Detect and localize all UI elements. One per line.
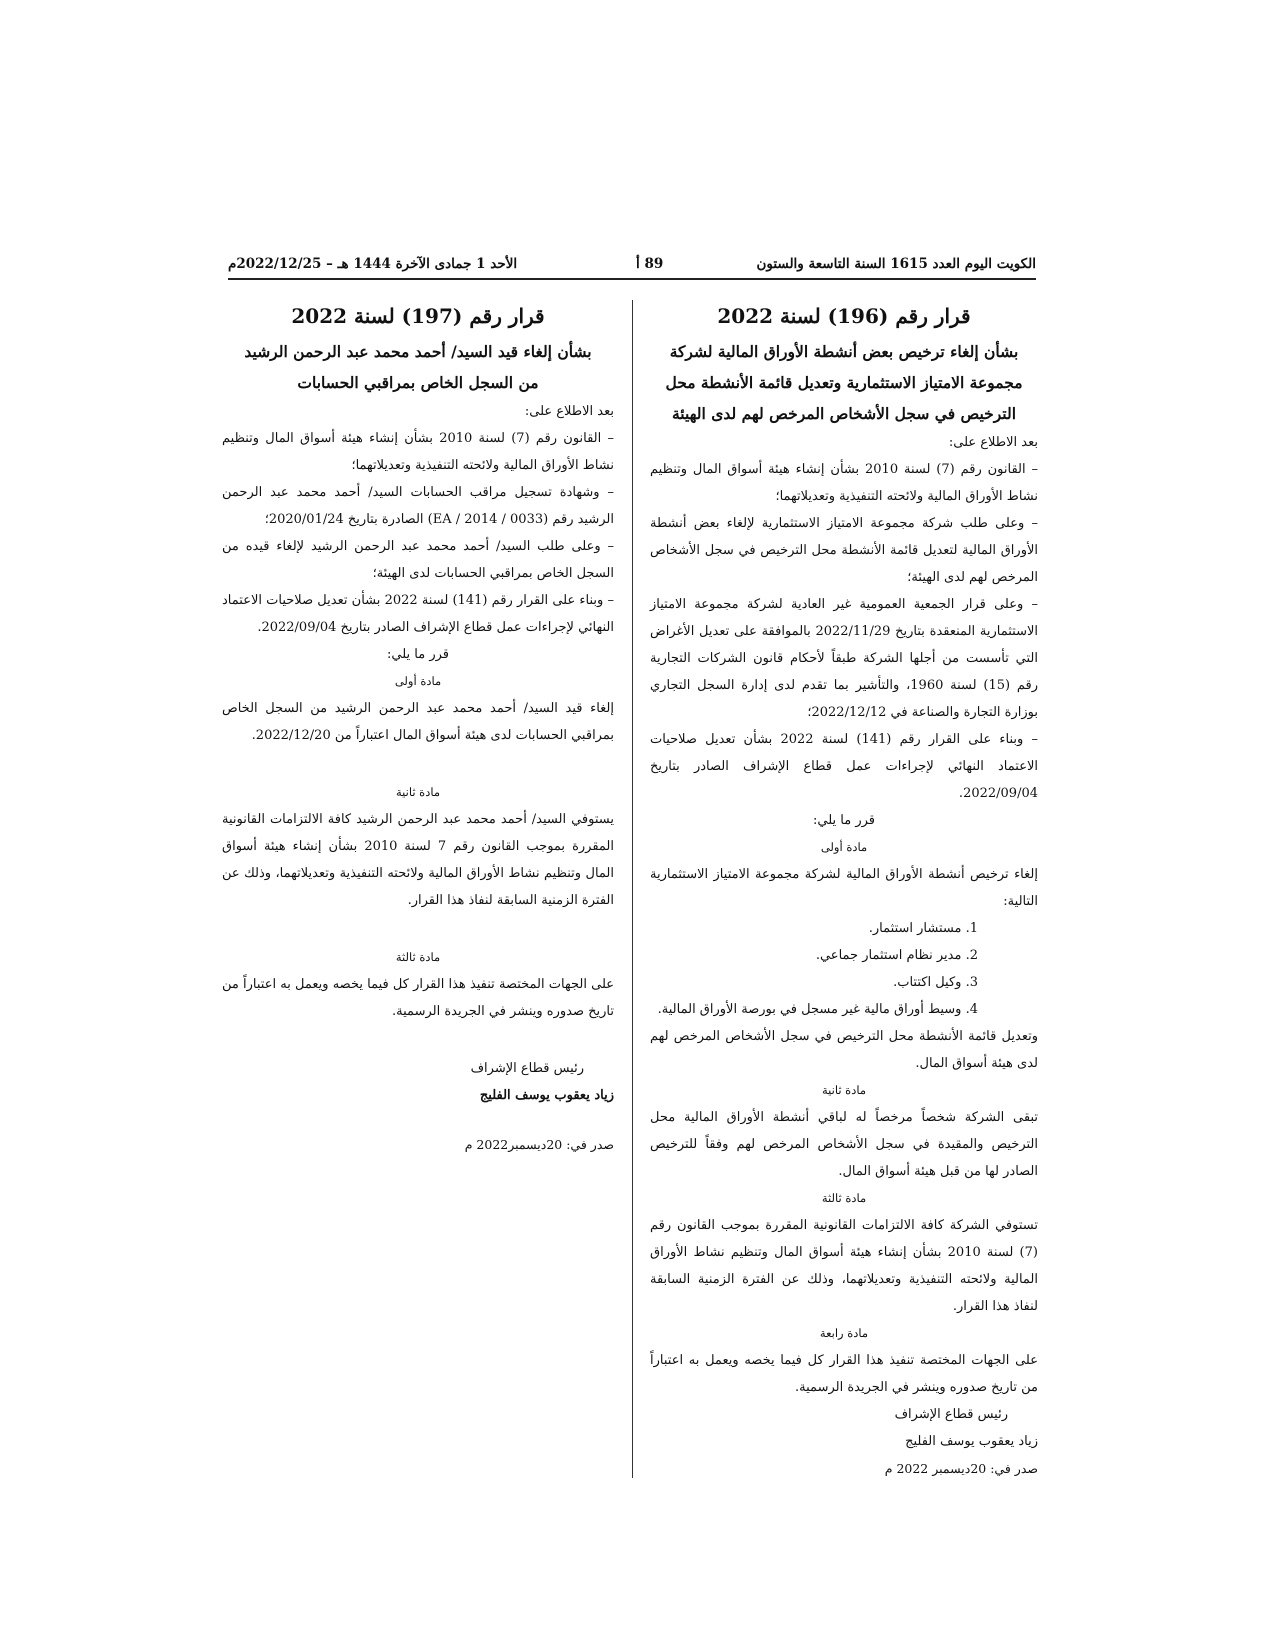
column-divider [632, 300, 633, 1478]
signature-role: رئيس قطاع الإشراف [894, 1407, 1008, 1422]
recital: – وعلى طلب السيد/ أحمد محمد عبد الرحمن الرشيد لإلغاء قيده من السجل الخاص بمراقبي الحسابات لدى الهيئة؛ [222, 539, 614, 581]
article-title: مادة ثانية [821, 1083, 866, 1097]
decision-subtitle-line: بشأن إلغاء ترخيص بعض أنشطة الأوراق المالية لشركة [669, 342, 1019, 361]
decision-196 [650, 298, 1038, 1482]
issued-date: صدر في: 20ديسمبر2022 م [464, 1137, 614, 1152]
decision-subtitle-line: من السجل الخاص بمراقبي الحسابات [297, 373, 539, 392]
signature-role: رئيس قطاع الإشراف [470, 1061, 584, 1076]
decision-subtitle-line: مجموعة الامتياز الاستثمارية وتعديل قائمة الأنشطة محل [665, 373, 1023, 392]
recital: – وبناء على القرار رقم (141) لسنة 2022 بشأن تعديل صلاحيات الاعتماد النهائي لإجراءات عمل قطاع الإشراف الصادر بتاريخ 2022/09/04. [222, 593, 614, 635]
issue-date: الأحد 1 جمادى الآخرة 1444 هـ – 2022/12/25م [228, 256, 518, 272]
list-item: 2. مدير نظام استثمار جماعي. [815, 948, 978, 963]
article-text: يستوفي السيد/ أحمد محمد عبد الرحمن الرشيد كافة الالتزامات القانونية المقررة بموجب القانون رقم 7 لسنة 2010 بشأن إنشاء هيئة أسواق المال وتنظيم نشاط الأوراق المالية ولائحته التنفيذية وتعديلاتهما، وذلك عن الفترة الزمنية السابقة لنفاذ هذا القرار. [222, 812, 614, 908]
article-text: تبقى الشركة شخصاً مرخصاً له لباقي أنشطة الأوراق المالية محل الترخيص والمقيدة في سجل الأشخاص المرخص لهم وفقاً للترخيص الصادر لها من قبل هيئة أسواق المال. [650, 1110, 1038, 1179]
preamble: بعد الاطلاع على: [524, 404, 614, 419]
article-title: مادة أولى [820, 840, 868, 854]
signature-name: زياد يعقوب يوسف الفليج [479, 1088, 614, 1103]
article-title: مادة ثانية [395, 785, 440, 799]
gazette-issue: الكويت اليوم العدد 1615 السنة التاسعة والستون [756, 256, 1036, 272]
article-title: مادة ثالثة [395, 950, 441, 964]
recital: – القانون رقم (7) لسنة 2010 بشأن إنشاء هيئة أسواق المال وتنظيم نشاط الأوراق المالية ولائحته التنفيذية وتعديلاتهما؛ [650, 462, 1038, 504]
decided-heading: قرر ما يلي: [387, 647, 449, 662]
issued-date: صدر في: 20ديسمبر 2022 م [884, 1461, 1038, 1476]
preamble: بعد الاطلاع على: [948, 435, 1038, 450]
article-text: وتعديل قائمة الأنشطة محل الترخيص في سجل الأشخاص المرخص لهم لدى هيئة أسواق المال. [650, 1029, 1038, 1071]
decision-197 [222, 298, 614, 1158]
recital: – وعلى قرار الجمعية العمومية غير العادية لشركة مجموعة الامتياز الاستثمارية المنعقدة بتاريخ 2022/11/29 بالموافقة على تعديل الأغراض التي تأسست من أجلها الشركة طبقاً لأحكام قانون الشركات التجارية رقم (15) لسنة 1960، والتأشير بما تقدم لدى إدارة السجل التجاري بوزارة التجارة والصناعة في 2022/12/12؛ [650, 597, 1038, 720]
recital: – وبناء على القرار رقم (141) لسنة 2022 بشأن تعديل صلاحيات الاعتماد النهائي لإجراءات عمل قطاع الإشراف الصادر بتاريخ 2022/09/04. [650, 732, 1038, 801]
recital: – وشهادة تسجيل مراقب الحسابات السيد/ أحمد محمد عبد الرحمن الرشيد رقم (0033 / 2014 / EA) الصادرة بتاريخ 2020/01/24؛ [222, 485, 614, 527]
article-text: على الجهات المختصة تنفيذ هذا القرار كل فيما يخصه ويعمل به اعتباراً من تاريخ صدوره وينشر في الجريدة الرسمية. [222, 977, 614, 1019]
recital: – وعلى طلب شركة مجموعة الامتياز الاستثمارية لإلغاء بعض أنشطة الأوراق المالية لتعديل قائمة الأنشطة محل الترخيص في سجل الأشخاص المرخص لهم لدى الهيئة؛ [650, 516, 1038, 585]
list-item: 1. مستشار استثمار. [868, 921, 978, 936]
article-title: مادة ثالثة [821, 1191, 867, 1205]
decision-subtitle-line: بشأن إلغاء قيد السيد/ أحمد محمد عبد الرحمن الرشيد [244, 342, 592, 361]
article-text: إلغاء قيد السيد/ أحمد محمد عبد الرحمن الرشيد من السجل الخاص بمراقبي الحسابات لدى هيئة أسواق المال اعتباراً من 2022/12/20. [222, 701, 614, 743]
list-item: 3. وكيل اكتتاب. [893, 975, 978, 990]
page-header [228, 254, 1036, 280]
list-item: 4. وسيط أوراق مالية غير مسجل في بورصة الأوراق المالية. [657, 1002, 978, 1017]
decision-subtitle-line: الترخيص في سجل الأشخاص المرخص لهم لدى الهيئة [671, 404, 1017, 423]
decision-title: قرار رقم (196) لسنة 2022 [717, 304, 971, 328]
decision-title: قرار رقم (197) لسنة 2022 [291, 304, 545, 328]
recital: – القانون رقم (7) لسنة 2010 بشأن إنشاء هيئة أسواق المال وتنظيم نشاط الأوراق المالية ولائحته التنفيذية وتعديلاتهما؛ [222, 431, 614, 473]
article-text: إلغاء ترخيص أنشطة الأوراق المالية لشركة مجموعة الامتياز الاستثمارية التالية: [650, 867, 1038, 909]
signature-name: زياد يعقوب يوسف الفليج [905, 1434, 1038, 1449]
page-number: 89 أ [636, 256, 664, 272]
article-text: تستوفي الشركة كافة الالتزامات القانونية المقررة بموجب القانون رقم (7) لسنة 2010 بشأن إنشاء هيئة أسواق المال وتنظيم نشاط الأوراق المالية ولائحته التنفيذية وتعديلاتهما، وذلك عن الفترة الزمنية السابقة لنفاذ هذا القرار. [650, 1218, 1038, 1314]
decided-heading: قرر ما يلي: [813, 813, 875, 828]
article-title: مادة أولى [394, 674, 442, 688]
article-text: على الجهات المختصة تنفيذ هذا القرار كل فيما يخصه ويعمل به اعتباراً من تاريخ صدوره وينشر في الجريدة الرسمية. [650, 1353, 1038, 1395]
article-title: مادة رابعة [819, 1326, 869, 1340]
